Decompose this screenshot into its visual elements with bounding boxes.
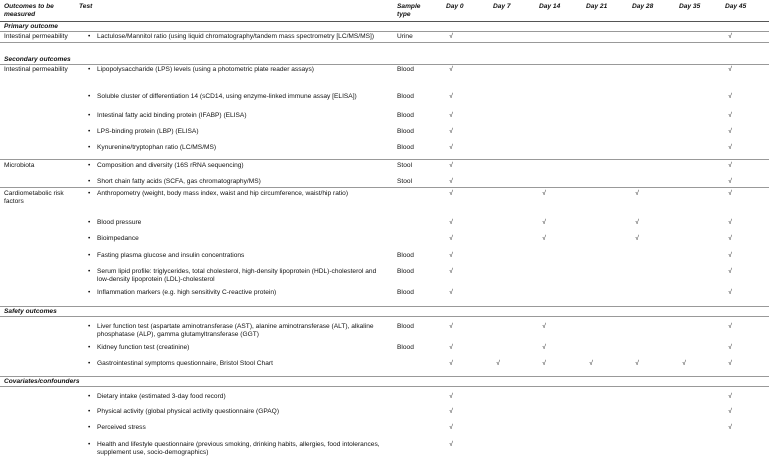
sample-type: Blood bbox=[397, 93, 414, 100]
sample-type: Blood bbox=[397, 252, 414, 259]
section-title-divider bbox=[0, 31, 769, 32]
test-name: Health and lifestyle questionnaire (previous smoking, drinking habits, allergies, food intolerances, supplement use, socio-demographics) bbox=[97, 441, 380, 456]
header-day-35: Day 35 bbox=[679, 3, 701, 10]
row-bullet: • bbox=[88, 268, 91, 275]
check-mark: √ bbox=[449, 323, 453, 330]
test-name: Kynurenine/tryptophan ratio (LC/MS/MS) bbox=[97, 144, 217, 151]
check-mark: √ bbox=[542, 190, 546, 197]
outcome-group-label: Cardiometabolic risk factors bbox=[4, 190, 64, 205]
check-mark: √ bbox=[589, 360, 593, 367]
check-mark: √ bbox=[542, 235, 546, 242]
check-mark: √ bbox=[542, 360, 546, 367]
row-bullet: • bbox=[88, 323, 91, 330]
test-name: Soluble cluster of differentiation 14 (sCD14, using enzyme-linked immune assay [ELISA]) bbox=[97, 93, 357, 100]
check-mark: √ bbox=[728, 33, 732, 40]
test-name: Perceived stress bbox=[97, 424, 146, 431]
test-name: Blood pressure bbox=[97, 219, 142, 226]
check-mark: √ bbox=[728, 93, 732, 100]
check-mark: √ bbox=[728, 112, 732, 119]
section-title-divider bbox=[0, 386, 769, 387]
test-name: Composition and diversity (16S rRNA sequencing) bbox=[97, 162, 244, 169]
row-bullet: • bbox=[88, 393, 91, 400]
check-mark: √ bbox=[635, 190, 639, 197]
row-bullet: • bbox=[88, 190, 91, 197]
outcome-group-label: Intestinal permeability bbox=[4, 33, 68, 40]
row-bullet: • bbox=[88, 424, 91, 431]
check-mark: √ bbox=[449, 128, 453, 135]
check-mark: √ bbox=[728, 144, 732, 151]
sample-type: Blood bbox=[397, 66, 414, 73]
check-mark: √ bbox=[449, 344, 453, 351]
row-bullet: • bbox=[88, 219, 91, 226]
test-name: Gastrointestinal symptoms questionnaire, Bristol Stool Chart bbox=[97, 360, 273, 367]
sample-type: Blood bbox=[397, 128, 414, 135]
group-divider bbox=[0, 159, 769, 160]
sample-type: Blood bbox=[397, 344, 414, 351]
sample-type: Blood bbox=[397, 112, 414, 119]
check-mark: √ bbox=[449, 268, 453, 275]
check-mark: √ bbox=[449, 112, 453, 119]
test-name: Inflammation markers (e.g. high sensitivity C-reactive protein) bbox=[97, 289, 277, 296]
header-day-21: Day 21 bbox=[586, 3, 608, 10]
check-mark: √ bbox=[635, 219, 639, 226]
header-day-7: Day 7 bbox=[493, 3, 511, 10]
row-bullet: • bbox=[88, 178, 91, 185]
check-mark: √ bbox=[728, 360, 732, 367]
section-title: Primary outcome bbox=[4, 23, 58, 30]
section-title-divider bbox=[0, 64, 769, 65]
sample-type: Blood bbox=[397, 268, 414, 275]
test-name: Short chain fatty acids (SCFA, gas chromatography/MS) bbox=[97, 178, 261, 185]
row-bullet: • bbox=[88, 344, 91, 351]
row-bullet: • bbox=[88, 144, 91, 151]
header-day-45: Day 45 bbox=[725, 3, 747, 10]
check-mark: √ bbox=[496, 360, 500, 367]
check-mark: √ bbox=[728, 190, 732, 197]
row-bullet: • bbox=[88, 66, 91, 73]
header-day-28: Day 28 bbox=[632, 3, 654, 10]
check-mark: √ bbox=[449, 162, 453, 169]
header-day-0: Day 0 bbox=[446, 3, 464, 10]
check-mark: √ bbox=[542, 323, 546, 330]
check-mark: √ bbox=[449, 360, 453, 367]
section-divider bbox=[0, 376, 769, 377]
check-mark: √ bbox=[449, 178, 453, 185]
check-mark: √ bbox=[728, 289, 732, 296]
row-bullet: • bbox=[88, 112, 91, 119]
sample-type: Stool bbox=[397, 162, 413, 169]
section-title-divider bbox=[0, 316, 769, 317]
row-bullet: • bbox=[88, 235, 91, 242]
row-bullet: • bbox=[88, 162, 91, 169]
check-mark: √ bbox=[449, 190, 453, 197]
check-mark: √ bbox=[682, 360, 686, 367]
header-sample-type: Sample type bbox=[397, 3, 421, 18]
check-mark: √ bbox=[728, 162, 732, 169]
test-name: Fasting plasma glucose and insulin concentrations bbox=[97, 252, 245, 259]
sample-type: Blood bbox=[397, 144, 414, 151]
check-mark: √ bbox=[728, 178, 732, 185]
check-mark: √ bbox=[542, 219, 546, 226]
check-mark: √ bbox=[449, 408, 453, 415]
row-bullet: • bbox=[88, 408, 91, 415]
test-name: Liver function test (aspartate aminotransferase (AST), alanine aminotransferase (ALT), alkaline phosphatase (ALP), gamma glutamyltransferase (GGT) bbox=[97, 323, 374, 338]
check-mark: √ bbox=[728, 128, 732, 135]
check-mark: √ bbox=[728, 323, 732, 330]
section-divider bbox=[0, 306, 769, 307]
sample-type: Urine bbox=[397, 33, 413, 40]
check-mark: √ bbox=[449, 93, 453, 100]
header-divider bbox=[0, 21, 769, 22]
check-mark: √ bbox=[449, 252, 453, 259]
check-mark: √ bbox=[728, 408, 732, 415]
row-bullet: • bbox=[88, 33, 91, 40]
row-bullet: • bbox=[88, 128, 91, 135]
check-mark: √ bbox=[449, 219, 453, 226]
test-name: Serum lipid profile: triglycerides, total cholesterol, high-density lipoprotein (HDL)-cholesterol and low-density lipoprotein (LDL)-cholesterol bbox=[97, 268, 377, 283]
check-mark: √ bbox=[449, 289, 453, 296]
section-title: Secondary outcomes bbox=[4, 56, 71, 63]
check-mark: √ bbox=[449, 424, 453, 431]
check-mark: √ bbox=[728, 344, 732, 351]
test-name: Anthropometry (weight, body mass index, waist and hip circumference, waist/hip ratio) bbox=[97, 190, 349, 197]
test-name: Lactulose/Mannitol ratio (using liquid chromatography/tandem mass spectrometry [LC/MS/MS]) bbox=[97, 33, 375, 40]
check-mark: √ bbox=[728, 235, 732, 242]
header-outcome: Outcomes to be measured bbox=[4, 3, 54, 18]
group-divider bbox=[0, 187, 769, 188]
sample-type: Stool bbox=[397, 178, 413, 185]
outcome-group-label: Intestinal permeability bbox=[4, 66, 68, 73]
row-bullet: • bbox=[88, 289, 91, 296]
section-title: Safety outcomes bbox=[4, 308, 57, 315]
sample-type: Blood bbox=[397, 323, 414, 330]
check-mark: √ bbox=[635, 360, 639, 367]
row-bullet: • bbox=[88, 252, 91, 259]
test-name: Lipopolysaccharide (LPS) levels (using a photometric plate reader assays) bbox=[97, 66, 314, 73]
group-divider bbox=[0, 42, 769, 43]
check-mark: √ bbox=[728, 66, 732, 73]
test-name: Dietary intake (estimated 3-day food record) bbox=[97, 393, 226, 400]
test-name: Kidney function test (creatinine) bbox=[97, 344, 190, 351]
section-title: Covariates/confounders bbox=[4, 378, 80, 385]
check-mark: √ bbox=[449, 235, 453, 242]
check-mark: √ bbox=[728, 268, 732, 275]
outcome-group-label: Microbiota bbox=[4, 162, 35, 169]
header-day-14: Day 14 bbox=[539, 3, 561, 10]
check-mark: √ bbox=[542, 344, 546, 351]
check-mark: √ bbox=[728, 252, 732, 259]
check-mark: √ bbox=[635, 235, 639, 242]
row-bullet: • bbox=[88, 441, 91, 448]
check-mark: √ bbox=[449, 144, 453, 151]
test-name: LPS-binding protein (LBP) (ELISA) bbox=[97, 128, 199, 135]
check-mark: √ bbox=[728, 219, 732, 226]
test-name: Bioimpedance bbox=[97, 235, 139, 242]
sample-type: Blood bbox=[397, 289, 414, 296]
check-mark: √ bbox=[449, 33, 453, 40]
test-name: Physical activity (global physical activity questionnaire (GPAQ) bbox=[97, 408, 280, 415]
check-mark: √ bbox=[728, 424, 732, 431]
check-mark: √ bbox=[449, 393, 453, 400]
row-bullet: • bbox=[88, 93, 91, 100]
check-mark: √ bbox=[449, 66, 453, 73]
test-name: Intestinal fatty acid binding protein (IFABP) (ELISA) bbox=[97, 112, 247, 119]
row-bullet: • bbox=[88, 360, 91, 367]
check-mark: √ bbox=[728, 393, 732, 400]
check-mark: √ bbox=[449, 441, 453, 448]
header-test: Test bbox=[79, 3, 93, 10]
